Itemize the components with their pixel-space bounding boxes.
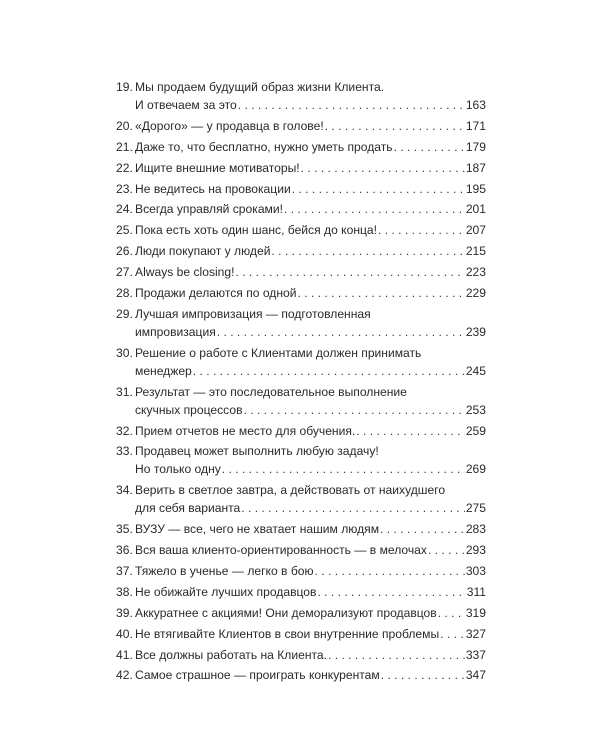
toc-entry-19	[116, 78, 486, 114]
chapter-title: Лучшая импровизация — подготовленная	[135, 306, 371, 321]
page-number: 245	[465, 363, 486, 378]
dot-leader	[241, 499, 465, 517]
toc-entry-20	[116, 117, 486, 135]
chapter-title: Не обижайте лучших продавцов	[135, 584, 317, 599]
chapter-title: Даже то, что бесплатно, нужно уметь продать	[135, 139, 393, 154]
page-number: 253	[465, 402, 486, 417]
chapter-title: Ищите внешние мотиваторы!	[135, 160, 300, 175]
chapter-title: Аккуратнее с акциями! Они деморализуют продавцов	[135, 605, 437, 620]
chapter-number: 36.	[116, 543, 133, 558]
dot-leader	[315, 562, 465, 580]
page-number: 201	[465, 202, 486, 217]
chapter-title: Все должны работать на Клиента.	[135, 647, 328, 662]
toc-entry-35	[116, 520, 486, 538]
page-number: 187	[465, 160, 486, 175]
toc-entry-21	[116, 138, 486, 156]
chapter-number: 25.	[116, 223, 133, 238]
toc-entry-40	[116, 625, 486, 643]
page-number: 319	[465, 605, 486, 620]
chapter-number: 32.	[116, 423, 133, 438]
chapter-title: Вся ваша клиенто-ориентированность — в мелочах	[135, 543, 427, 558]
dot-leader	[193, 362, 465, 380]
dot-leader	[394, 138, 465, 156]
dot-leader	[222, 460, 465, 478]
toc-entry-38	[116, 583, 486, 601]
page-number: 327	[465, 626, 486, 641]
toc-entry-34	[116, 481, 486, 517]
toc-entry-22	[116, 159, 486, 177]
page-number: 259	[465, 423, 486, 438]
page-number: 239	[465, 324, 486, 339]
toc-entry-23	[116, 180, 486, 198]
toc-entry-27	[116, 263, 486, 281]
chapter-title: Верить в светлое завтра, а действовать от наихудшего	[135, 483, 446, 498]
chapter-title: Продажи делаются по одной	[135, 286, 297, 301]
toc-entry-37	[116, 562, 486, 580]
chapter-number: 24.	[116, 202, 133, 217]
toc-entry-28	[116, 284, 486, 302]
dot-leader	[301, 159, 465, 177]
chapter-number: 33.	[116, 444, 133, 459]
dot-leader	[380, 520, 465, 538]
page-number: 215	[465, 244, 486, 259]
dot-leader	[271, 242, 464, 260]
dot-leader	[235, 263, 464, 281]
chapter-title: Мы продаем будущий образ жизни Клиента.	[135, 80, 385, 94]
chapter-number: 20.	[116, 118, 133, 133]
chapter-title: Самое страшное — проиграть конкурентам	[135, 668, 380, 683]
toc-entry-26	[116, 242, 486, 260]
page-number: 303	[465, 564, 486, 579]
chapter-title-continued: импровизация	[135, 324, 216, 339]
chapter-title: Не втягивайте Клиентов в свои внутренние проблемы	[135, 626, 440, 641]
toc-entry-42	[116, 666, 486, 684]
page-number: 179	[465, 139, 486, 154]
dot-leader	[378, 221, 465, 239]
dot-leader	[325, 117, 465, 135]
dot-leader	[428, 541, 465, 559]
chapter-title-continued: И отвечаем за это	[135, 98, 237, 112]
dot-leader	[217, 323, 465, 341]
chapter-number: 42.	[116, 668, 133, 683]
dot-leader	[244, 401, 465, 419]
dot-leader	[317, 583, 465, 601]
chapter-title: ВУЗУ — все, чего не хватает нашим людям	[135, 522, 380, 537]
page-number: 195	[465, 181, 486, 196]
chapter-number: 21.	[116, 139, 133, 154]
chapter-title: Пока есть хоть один шанс, бейся до конца!	[135, 223, 378, 238]
chapter-title: Продавец может выполнить любую задачу!	[135, 444, 379, 459]
chapter-title: Результат — это последовательное выполнение	[135, 384, 407, 399]
chapter-title-continued: менеджер	[135, 363, 192, 378]
chapter-number: 29.	[116, 306, 133, 321]
chapter-number: 38.	[116, 584, 133, 599]
chapter-number: 31.	[116, 384, 133, 399]
toc-entry-31	[116, 383, 486, 419]
chapter-number: 35.	[116, 522, 133, 537]
dot-leader	[356, 422, 465, 440]
chapter-title: Решение о работе с Клиентами должен принимать	[135, 345, 422, 360]
chapter-number: 27.	[116, 265, 133, 280]
chapter-number: 39.	[116, 605, 133, 620]
chapter-title: Прием отчетов не место для обучения.	[135, 423, 356, 438]
toc-entry-24	[116, 200, 486, 218]
chapter-title-continued: для себя варианта	[135, 501, 241, 516]
chapter-title: Always be closing!	[135, 265, 235, 280]
chapter-title: «Дорого» — у продавца в голове!	[135, 118, 324, 133]
toc-entry-41	[116, 646, 486, 664]
dot-leader	[298, 284, 465, 302]
page-number: 283	[465, 522, 486, 537]
chapter-title-continued: Но только одну	[135, 462, 221, 477]
chapter-number: 28.	[116, 286, 133, 301]
page-number: 337	[465, 647, 486, 662]
chapter-number: 23.	[116, 181, 133, 196]
page-number: 223	[465, 265, 486, 280]
dot-leader	[381, 666, 465, 684]
chapter-number: 30.	[116, 345, 133, 360]
chapter-title: Люди покупают у людей	[135, 244, 271, 259]
page-number: 171	[465, 118, 486, 133]
toc-entry-36	[116, 541, 486, 559]
toc-entry-29	[116, 305, 486, 341]
toc-entry-32	[116, 422, 486, 440]
chapter-number: 37.	[116, 564, 133, 579]
page-number: 293	[465, 543, 486, 558]
chapter-number: 19.	[116, 80, 133, 94]
dot-leader	[238, 96, 465, 114]
chapter-title-continued: скучных процессов	[135, 402, 243, 417]
chapter-number: 41.	[116, 647, 133, 662]
page-number: 229	[465, 286, 486, 301]
page-number: 311	[466, 584, 486, 599]
page-number: 207	[465, 223, 486, 238]
toc-entry-25	[116, 221, 486, 239]
table-of-contents	[116, 78, 486, 687]
toc-entry-39	[116, 604, 486, 622]
dot-leader	[440, 625, 465, 643]
chapter-number: 22.	[116, 160, 133, 175]
page-number: 347	[465, 668, 486, 683]
dot-leader	[292, 180, 465, 198]
chapter-number: 26.	[116, 244, 133, 259]
dot-leader	[438, 604, 465, 622]
page-number: 269	[465, 462, 486, 477]
page-number: 163	[465, 98, 486, 112]
page-number: 275	[465, 501, 486, 516]
dot-leader	[284, 200, 465, 218]
chapter-title: Тяжело в ученье — легко в бою	[135, 564, 314, 579]
chapter-title: Не ведитесь на провокации	[135, 181, 291, 196]
chapter-number: 34.	[116, 483, 133, 498]
dot-leader	[328, 646, 465, 664]
chapter-number: 40.	[116, 626, 133, 641]
toc-entry-30	[116, 344, 486, 380]
toc-entry-33	[116, 442, 486, 478]
chapter-title: Всегда управляй сроками!	[135, 202, 283, 217]
